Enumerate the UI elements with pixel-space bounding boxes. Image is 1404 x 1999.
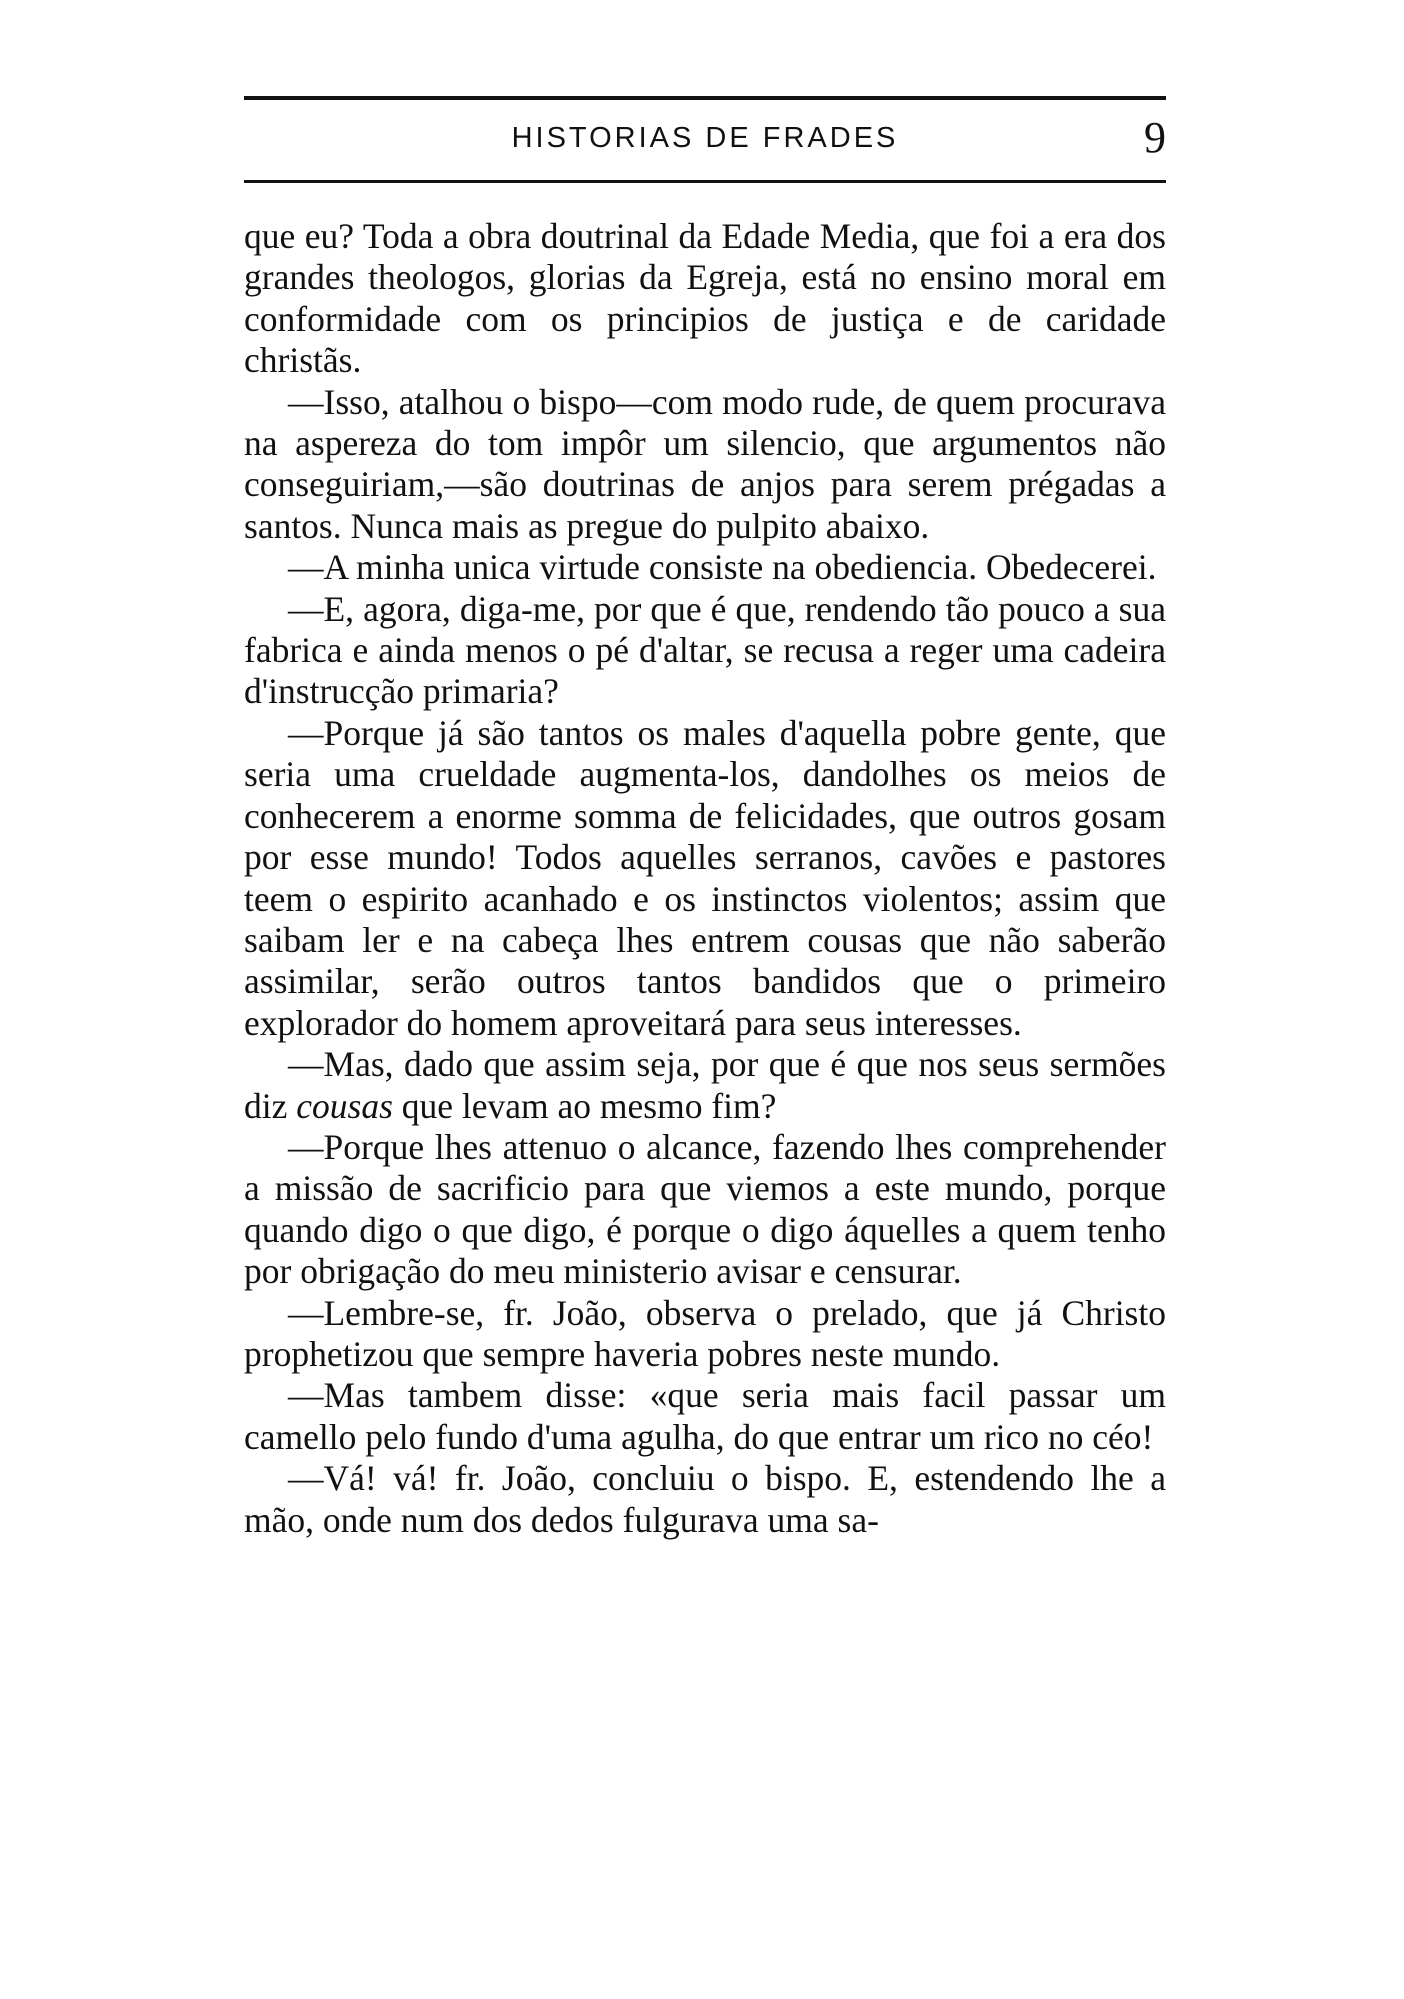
header-rule-bottom <box>244 180 1166 183</box>
page-number: 9 <box>1144 113 1166 162</box>
paragraph: —Vá! vá! fr. João, concluiu o bispo. E, estendendo lhe a mão, onde num dos dedos fulgurava uma sa- <box>244 1458 1166 1540</box>
paragraph-text: —Mas, dado que assim seja, por que é que nos seus sermões diz <box>244 1044 1166 1126</box>
header-rule-top <box>244 96 1166 100</box>
paragraph: —Porque lhes attenuo o alcance, fazendo lhes comprehender a missão de sacrificio para que viemos a este mundo, porque quando digo o que digo, é porque o digo áquelles a quem tenho por obrigação do meu ministerio avisar e censurar. <box>244 1126 1166 1292</box>
paragraph: —A minha unica virtude consiste na obediencia. Obedecerei. <box>288 547 1157 588</box>
paragraph: —Porque já são tantos os males d'aquella pobre gente, que seria uma crueldade augmenta-los, dandolhes os meios de conhecerem a enorme somma de felicidades, que outros gosam por esse mundo! Todos aquelles serranos, cavões e pastores teem o espirito acanhado e os instinctos violentos; assim que saibam ler e na cabeça lhes entrem cousas que não saberão assimilar, serão outros tantos bandidos que o primeiro explorador do homem aproveitará para seus interesses. <box>244 712 1166 1043</box>
running-title: HISTORIAS DE FRADES <box>511 122 899 154</box>
paragraph: —E, agora, diga-me, por que é que, rendendo tão pouco a sua fabrica e ainda menos o pé d'altar, se recusa a reger uma cadeira d'instrucção primaria? <box>244 588 1166 712</box>
paragraph-text: que levam ao mesmo fim? <box>392 1085 777 1126</box>
emphasized-word: cousas <box>296 1085 393 1126</box>
paragraph: que eu? Toda a obra doutrinal da Edade Media, que foi a era dos grandes theologos, glorias da Egreja, está no ensino moral em conformidade com os principios de justiça e de caridade christãs. <box>244 216 1166 381</box>
paragraph: —Lembre-se, fr. João, observa o prelado, que já Christo prophetizou que sempre haveria pobres neste mundo. <box>244 1292 1166 1374</box>
body-text <box>244 216 1166 1541</box>
paragraph <box>244 1044 1166 1127</box>
paragraph: —Isso, atalhou o bispo—com modo rude, de quem procurava na aspereza do tom impôr um silencio, que argumentos não conseguiriam,—são doutrinas de anjos para serem prégadas a santos. Nunca mais as pregue do pulpito abaixo. <box>244 381 1166 546</box>
paragraph: —Mas tambem disse: «que seria mais facil passar um camello pelo fundo d'uma agulha, do que entrar um rico no céo! <box>244 1375 1166 1457</box>
